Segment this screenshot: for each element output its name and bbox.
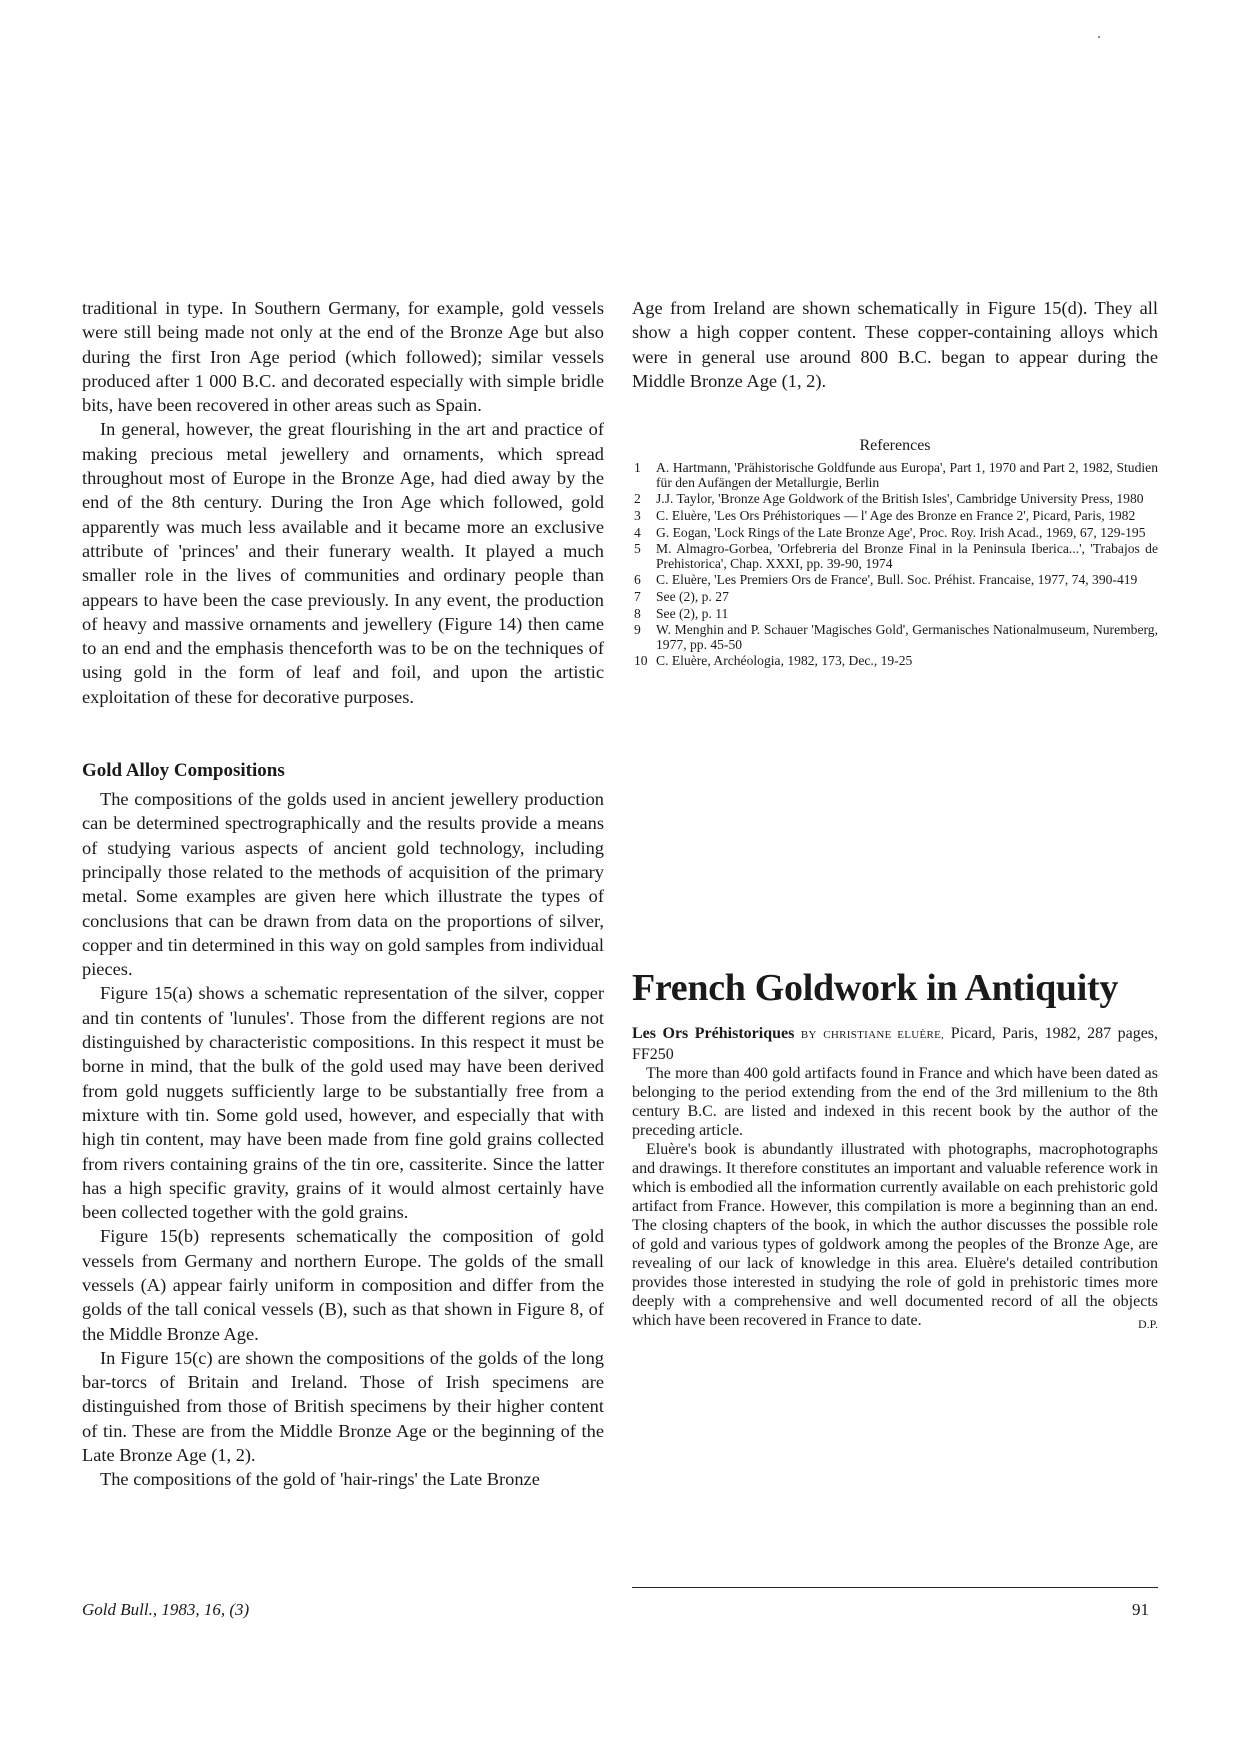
review-book-title: Les Ors Préhistoriques	[632, 1025, 795, 1042]
review-byline	[632, 1024, 1158, 1064]
page-number: 91	[1132, 1600, 1149, 1619]
review-title: French Goldwork in Antiquity	[632, 967, 1119, 1009]
reference-item: 5 M. Almagro-Gorbea, 'Orfebreria del Bronze Final in la Peninsula Iberica...', 'Trabajos de Prehistorica', Chap. XXXI, pp. 39-90, 1974	[634, 541, 1158, 571]
reference-item: 7 See (2), p. 27	[634, 588, 729, 604]
review-publication: Picard, Paris, 1982, 287 pages, FF250	[632, 1025, 1159, 1063]
scan-speck	[1098, 36, 1100, 38]
left-paragraph-2: In general, however, the great flourishing in the art and practice of making precious metal jewellery and ornaments, which spread throughout most of Europe in the Bronze Age, had died away by the end of the 8th century. During the Iron Age which followed, gold apparently was much less available and it became more an exclusive attribute of 'princes' and their funerary wealth. It played a much smaller role in the lives of communities and ordinary people than appears to have been the case previously. In any event, the production of heavy and massive ornaments and jewellery (Figure 14) then came to an end and the emphasis thenceforth was to be on the techniques of using gold in the form of leaf and foil, and upon the artistic exploitation of these for decorative purposes.	[82, 419, 604, 707]
left-paragraph-5: Figure 15(b) represents schematically the composition of gold vessels from Germany and northern Europe. The golds of the small vessels (A) appear fairly uniform in composition and differ from the golds of the tall conical vessels (B), such as that shown in Figure 8, of the Middle Bronze Age.	[82, 1226, 604, 1344]
left-paragraph-3: The compositions of the golds used in ancient jewellery production can be determined spectrographically and the results provide a means of studying various aspects of ancient gold technology, including principally those related to the methods of acquisition of the primary metal. Some examples are given here which illustrate the types of conclusions that can be drawn from data on the proportions of silver, copper and tin determined in this way on gold samples from individual pieces.	[82, 789, 604, 980]
reference-item: 1 A. Hartmann, 'Prähistorische Goldfunde aus Europa', Part 1, 1970 and Part 2, 1982, Studien für den Aufängen der Metallurgie, Berlin	[634, 460, 1158, 490]
section-heading: Gold Alloy Compositions	[82, 760, 285, 782]
review-paragraph-1: The more than 400 gold artifacts found in France and which have been dated as belonging to the period extending from the end of the 3rd millenium to the 8th century B.C. are listed and indexed in this recent book by the author of the preceding article.	[632, 1065, 1158, 1139]
reviewer-initials: D.P.	[1137, 1317, 1158, 1331]
reference-item: 4 G. Eogan, 'Lock Rings of the Late Bronze Age', Proc. Roy. Irish Acad., 1969, 67, 129-195	[634, 524, 1146, 540]
reference-item: 2 J.J. Taylor, 'Bronze Age Goldwork of the British Isles', Cambridge University Press, 1980	[634, 491, 1144, 507]
journal-citation: Gold Bull., 1983, 16, (3)	[82, 1600, 250, 1619]
reference-item: 6 C. Eluère, 'Les Premiers Ors de France', Bull. Soc. Préhist. Francaise, 1977, 74, 390-419	[634, 572, 1138, 588]
reference-item: 8 See (2), p. 11	[634, 605, 729, 621]
reference-item: 9 W. Menghin and P. Schauer 'Magisches Gold', Germanisches Nationalmuseum, Nuremberg, 1977, pp. 45-50	[634, 622, 1158, 652]
right-column	[632, 296, 1158, 671]
divider-rule	[632, 1587, 1158, 1588]
left-paragraph-1: traditional in type. In Southern Germany, for example, gold vessels were still being made not only at the end of the Bronze Age but also during the first Iron Age period (which followed); similar vessels produced after 1 000 B.C. and decorated especially with simple bridle bits, have been recovered in other areas such as Spain.	[82, 298, 604, 416]
left-column	[82, 296, 604, 1492]
reference-item: 3 C. Eluère, 'Les Ors Préhistoriques — l' Age des Bronze en France 2', Picard, Paris, 1982	[634, 507, 1136, 523]
reference-item: 10 C. Eluère, Archéologia, 1982, 173, Dec., 19-25	[634, 653, 913, 669]
review-by: BY	[800, 1029, 817, 1041]
right-paragraph-1: Age from Ireland are shown schematically in Figure 15(d). They all show a high copper content. These copper-containing alloys which were in general use around 800 B.C. began to appear during the Middle Bronze Age (1, 2).	[632, 298, 1158, 391]
left-paragraph-4: Figure 15(a) shows a schematic representation of the silver, copper and tin contents of 'lunules'. Those from the different regions are not distinguished by characteristic compositions. In this respect it must be borne in mind, that the bulk of the gold used may have been derived from gold nuggets sufficiently large to be substantially free from a mixture with tin. Some gold used, however, and especially that with high tin content, may have been made from fine gold grains collected from rivers containing grains of the tin ore, cassiterite. Since the latter has a high specific gravity, grains of it would almost certainly have been collected together with the gold grains.	[82, 983, 604, 1223]
references-list	[632, 461, 1158, 669]
left-paragraph-7: The compositions of the gold of 'hair-rings' the Late Bronze	[100, 1469, 540, 1490]
book-review	[632, 966, 1158, 1334]
review-author: CHRISTIANE ELUÈRE,	[823, 1029, 945, 1041]
review-paragraph-2: Eluère's book is abundantly illustrated with photographs, macrophotographs and drawings. It therefore constitutes an important and valuable reference work in which is embodied all the information currently available on each prehistoric gold artifact from France. However, this compilation is more a beginning than an end. The closing chapters of the book, in which the author discusses the possible role of gold and various types of goldwork among the peoples of the Bronze Age, are revealing of our lack of knowledge in this area. Eluère's detailed contribution provides those interested in studying the role of gold in prehistoric times more deeply with a comprehensive and well documented record of all the objects which have been recovered in France to date. D.P.	[632, 1140, 1158, 1330]
references-title: References	[859, 437, 931, 455]
left-paragraph-6: In Figure 15(c) are shown the compositions of the golds of the long bar-torcs of Britain and Ireland. Those of Irish specimens are distinguished from those of British specimens by their higher content of tin. These are from the Middle Bronze Age or the beginning of the Late Bronze Age (1, 2).	[82, 1347, 604, 1466]
